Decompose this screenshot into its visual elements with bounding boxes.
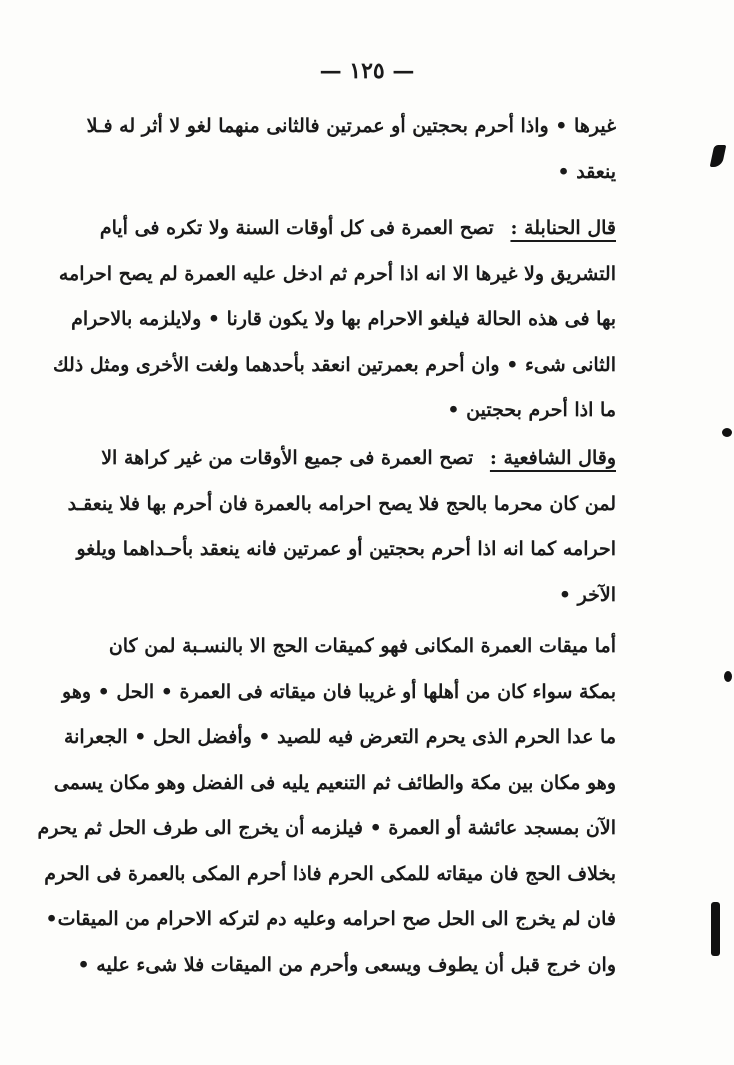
text-line: ينعقد • bbox=[557, 160, 616, 183]
text-line: احرامه كما انه اذا أحرم بحجتين أو عمرتين فانه ينعقد بأحـداهما ويلغو bbox=[76, 538, 616, 560]
section-label-shafiiya: وقال الشافعية : bbox=[489, 447, 616, 469]
text-line: لمن كان محرما بالحج فلا يصح احرامه بالعمرة فان أحرم بها فلا ينعقـد bbox=[67, 492, 616, 515]
text-span: تصح العمرة فى كل أوقات السنة ولا تكره فى أيام bbox=[99, 217, 494, 239]
text-line: غيرها • واذا أحرم بحجتين أو عمرتين فالثانى منهما لغو لا أثر له فـلا bbox=[86, 115, 616, 137]
scan-ink-mark bbox=[710, 145, 727, 167]
text-line: أما ميقات العمرة المكانى فهو كميقات الحج الا بالنسـبة لمن كان bbox=[108, 635, 616, 657]
paragraph-hanabila bbox=[52, 206, 616, 434]
page-number: — ١٢٥ — bbox=[319, 58, 415, 84]
paragraph-miqat bbox=[37, 624, 616, 988]
text-line bbox=[101, 436, 616, 482]
text-line: الآخر • bbox=[558, 583, 616, 606]
text-line bbox=[99, 206, 616, 252]
paragraph-shafiiya bbox=[67, 436, 616, 618]
text-line: بخلاف الحج فان ميقاته للمكى الحرم فاذا أحرم المكى بالعمرة فى الحرم bbox=[44, 862, 616, 885]
text-span: تصح العمرة فى جميع الأوقات من غير كراهة الا bbox=[101, 447, 474, 469]
text-line: بها فى هذه الحالة فيلغو الاحرام بها ولا يكون قارنا • ولايلزمه بالاحرام bbox=[71, 308, 616, 330]
section-label-hanabila: قال الحنابلة : bbox=[510, 217, 616, 239]
text-line: الآن بمسجد عائشة أو العمرة • فيلزمه أن يخرج الى طرف الحل ثم يحرم bbox=[37, 817, 616, 839]
scan-ink-mark bbox=[724, 671, 732, 682]
text-line: ما عدا الحرم الذى يحرم التعرض فيه للصيد • وأفضل الحل • الجعرانة bbox=[63, 726, 616, 748]
text-line: بمكة سواء كان من أهلها أو غريبا فان ميقاته فى العمرة • الحل • وهو bbox=[62, 680, 616, 703]
text-line: الثانى شىء • وان أحرم بعمرتين انعقد بأحدهما ولغت الأخرى ومثل ذلك bbox=[52, 353, 616, 376]
text-line: ما اذا أحرم بحجتين • bbox=[447, 399, 616, 421]
text-line: وهو مكان بين مكة والطائف ثم التنعيم يليه فى الفضل وهو مكان يسمى bbox=[53, 771, 616, 794]
text-line: فان لم يخرج الى الحل صح احرامه وعليه دم لتركه الاحرام من الميقات• bbox=[45, 908, 616, 930]
text-line: وان خرج قبل أن يطوف ويسعى وأحرم من الميقات فلا شىء عليه • bbox=[77, 953, 616, 976]
scan-ink-mark bbox=[722, 428, 732, 437]
paragraph-intro bbox=[86, 104, 616, 195]
scan-ink-mark bbox=[711, 902, 720, 956]
text-line: التشريق ولا غيرها الا انه اذا أحرم ثم ادخل عليه العمرة لم يصح احرامه bbox=[58, 262, 616, 285]
